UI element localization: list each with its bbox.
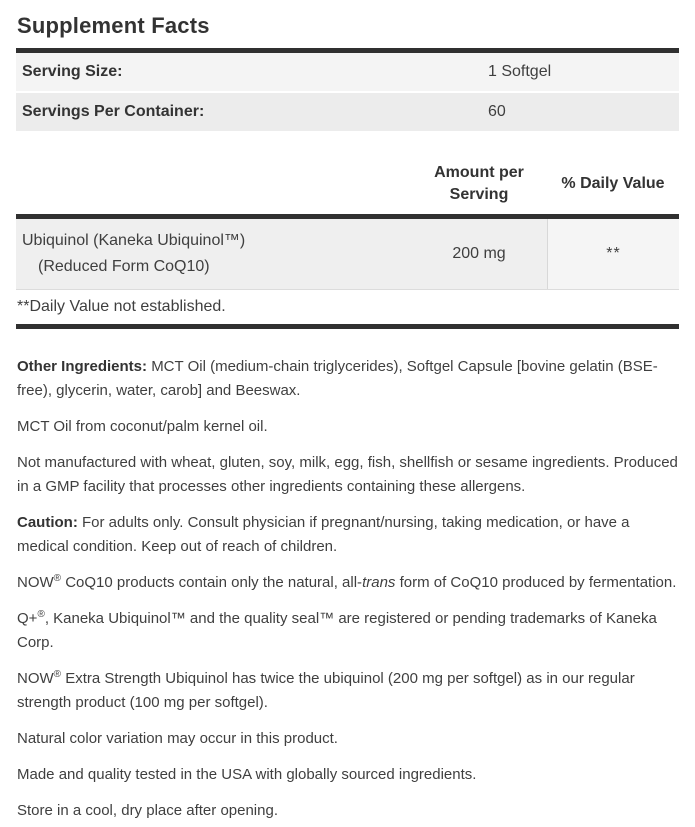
nutrient-name [16,219,411,289]
paragraph: Store in a cool, dry place after opening. [17,802,278,819]
supplement-facts-panel [0,13,695,827]
paragraph: Caution: For adults only. Consult physician if pregnant/nursing, taking medication, or have a medical condition. Keep out of reach of children. [17,514,630,555]
nutrient-name-line2: (Reduced Form CoQ10) [38,258,210,275]
table-row [16,219,679,290]
paragraph: NOW® Extra Strength Ubiquinol has twice the ubiquinol (200 mg per softgel) as in our regular strength product (100 mg per softgel). [17,669,635,711]
nutrient-name-line1: Ubiquinol (Kaneka Ubiquinol™) [22,232,246,249]
paragraph: Natural color variation may occur in this product. [17,730,338,747]
daily-value-footnote: **Daily Value not established. [17,298,226,315]
serving-size-row [16,53,679,91]
paragraph: Q+®, Kaneka Ubiquinol™ and the quality seal™ are registered or pending trademarks of Kaneka Corp. [17,609,657,651]
servings-per-container-value: 60 [488,103,506,120]
paragraph: MCT Oil from coconut/palm kernel oil. [17,418,268,435]
paragraph: Not manufactured with wheat, gluten, soy, milk, egg, fish, shellfish or sesame ingredients. Produced in a GMP facility that processes other ingredients containing these allergens. [17,454,678,495]
amount-per-serving-header: Amount per Serving [434,164,524,203]
nutrient-table-header [16,154,679,214]
page-title: Supplement Facts [17,13,210,38]
paragraph: NOW® CoQ10 products contain only the natural, all-trans form of CoQ10 produced by fermentation. [17,573,677,591]
paragraph: Made and quality tested in the USA with globally sourced ingredients. [17,766,477,783]
serving-size-value: 1 Softgel [488,63,552,80]
serving-size-label: Serving Size: [22,63,123,80]
nutrient-daily-value: ** [547,219,679,289]
percent-daily-value-header: % Daily Value [561,175,665,192]
servings-per-container-row [16,93,679,131]
servings-per-container-label: Servings Per Container: [22,103,205,120]
nutrient-amount: 200 mg [452,245,506,262]
paragraph: Other Ingredients: MCT Oil (medium-chain triglycerides), Softgel Capsule [bovine gelatin (BSE-free), glycerin, water, carob] and Beeswax. [17,358,658,399]
paragraphs [16,329,679,827]
